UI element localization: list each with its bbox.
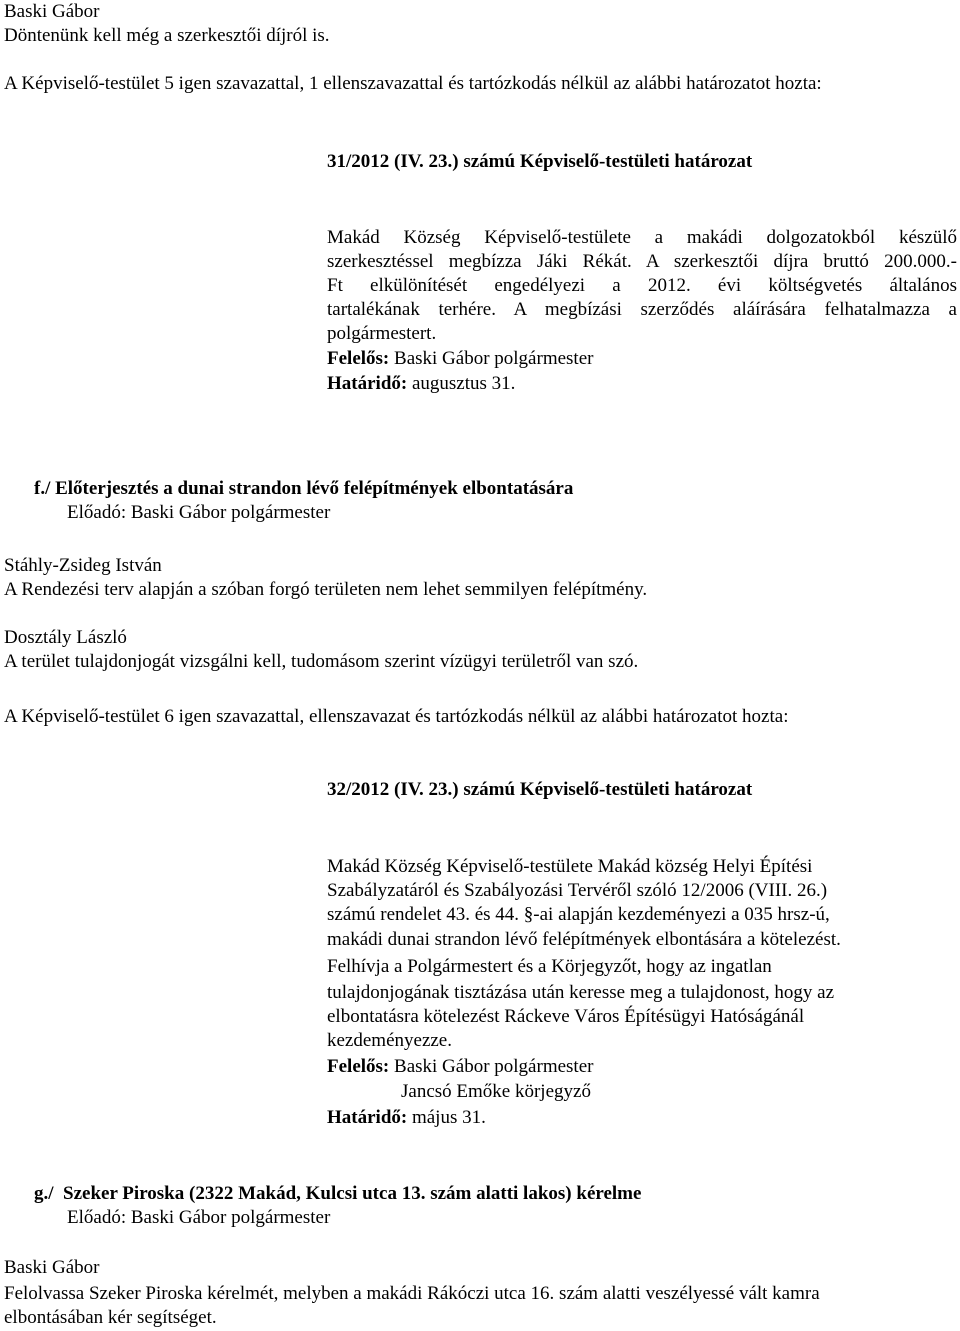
responsible-line-2: Jancsó Emőke körjegyző bbox=[401, 1081, 591, 1102]
agenda-item-heading: f./ Előterjesztés a dunai strandon lévő felépítmények elbontatására bbox=[34, 478, 574, 499]
speech-text: elbontásában kér segítséget. bbox=[4, 1307, 217, 1328]
speech-text: A terület tulajdonjogát vizsgálni kell, tudomásom szerint vízügyi területről van szó. bbox=[4, 651, 639, 672]
presenter-line: Előadó: Baski Gábor polgármester bbox=[67, 1207, 331, 1228]
deadline-line: Határidő: május 31. bbox=[327, 1107, 486, 1128]
resolution-body-line: Szabályzatáról és Szabályozási Tervéről szóló 12/2006 (VIII. 26.) bbox=[327, 880, 828, 901]
resolution-body-line: makádi dunai strandon lévő felépítmények elbontására a kötelezést. bbox=[327, 929, 841, 950]
presenter-line: Előadó: Baski Gábor polgármester bbox=[67, 502, 331, 523]
resolution-body: Makád Község Képviselő-testülete a makádi dolgozatokból készülő szerkesztéssel megbízza Jáki Rékát. A szerkesztői díjra bruttó 200.000.- Ft elkülönítését engedélyezi a 2012. évi költségvetés általános tartalékának terhére. A megbízási szerződés aláírására felhatalmazza a bbox=[327, 227, 957, 320]
speaker-name: Stáhly-Zsideg István bbox=[4, 555, 162, 576]
speaker-name: Dosztály László bbox=[4, 627, 127, 648]
resolution-body-line: elbontatásra kötelezést Ráckeve Város Építésügyi Hatóságánál bbox=[327, 1006, 805, 1027]
agenda-item-heading: g./ Szeker Piroska (2322 Makád, Kulcsi utca 13. szám alatti lakos) kérelme bbox=[34, 1183, 642, 1204]
vote-statement: A Képviselő-testület 6 igen szavazattal, ellenszavazat és tartózkodás nélkül az alábbi határozatot hozta: bbox=[4, 706, 789, 727]
speaker-name: Baski Gábor bbox=[4, 1257, 100, 1278]
resolution-body-line: tulajdonjogának tisztázása után keresse meg a tulajdonost, hogy az bbox=[327, 982, 835, 1003]
resolution-body-line: Makád Község Képviselő-testülete Makád község Helyi Építési bbox=[327, 856, 813, 877]
responsible-line: Felelős: Baski Gábor polgármester bbox=[327, 348, 594, 369]
resolution-body-line: Felhívja a Polgármestert és a Körjegyzőt, hogy az ingatlan bbox=[327, 956, 772, 977]
resolution-title: 32/2012 (IV. 23.) számú Képviselő-testületi határozat bbox=[327, 779, 753, 800]
resolution-body-line: számú rendelet 43. és 44. §-ai alapján kezdeményezi a 035 hrsz-ú, bbox=[327, 904, 830, 925]
speech-text: Döntenünk kell még a szerkesztői díjról is. bbox=[4, 25, 330, 46]
responsible-line: Felelős: Baski Gábor polgármester bbox=[327, 1056, 594, 1077]
speaker-name: Baski Gábor bbox=[4, 1, 100, 22]
deadline-line: Határidő: augusztus 31. bbox=[327, 373, 516, 394]
speech-text: Felolvassa Szeker Piroska kérelmét, melyben a makádi Rákóczi utca 16. szám alatti veszélyessé vált kamra bbox=[4, 1283, 820, 1304]
resolution-body-line: kezdeményezze. bbox=[327, 1030, 452, 1051]
resolution-title: 31/2012 (IV. 23.) számú Képviselő-testületi határozat bbox=[327, 151, 753, 172]
resolution-body-end: polgármestert. bbox=[327, 323, 437, 344]
speech-text: A Rendezési terv alapján a szóban forgó területen nem lehet semmilyen felépítmény. bbox=[4, 579, 648, 600]
vote-statement: A Képviselő-testület 5 igen szavazattal, 1 ellenszavazattal és tartózkodás nélkül az alábbi határozatot hozta: bbox=[4, 73, 822, 94]
